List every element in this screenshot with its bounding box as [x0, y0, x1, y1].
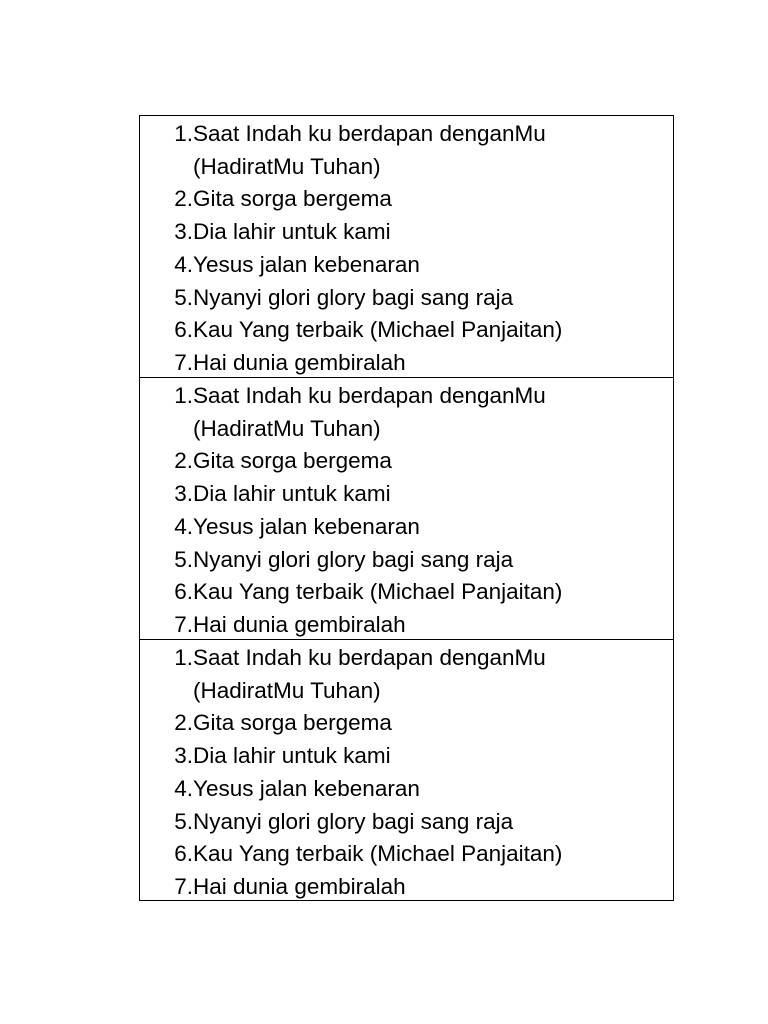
song-title: Kau Yang terbaik (Michael Panjaitan)	[193, 317, 563, 343]
list-item	[140, 642, 673, 707]
list-item	[140, 314, 673, 347]
song-title: Dia lahir untuk kami	[193, 219, 391, 245]
song-title: Hai dunia gembiralah	[193, 873, 406, 899]
item-number: 1.	[174, 121, 193, 146]
list-item	[140, 609, 673, 642]
song-list	[140, 380, 673, 642]
item-number: 4.	[174, 775, 193, 801]
list-item	[140, 249, 673, 282]
list-item	[140, 216, 673, 249]
song-title: Hai dunia gembiralah	[193, 611, 406, 637]
item-number: 2.	[174, 710, 193, 736]
table-cell-1	[140, 116, 673, 378]
list-item	[140, 740, 673, 773]
list-item	[140, 282, 673, 315]
item-number: 7.	[174, 349, 193, 375]
item-number: 3.	[174, 743, 193, 769]
list-item	[140, 838, 673, 871]
item-number: 6.	[174, 579, 193, 605]
list-item	[140, 478, 673, 511]
item-number: 1.	[174, 645, 193, 670]
item-number: 7.	[174, 611, 193, 637]
item-number: 4.	[174, 513, 193, 539]
item-number: 2.	[174, 448, 193, 474]
list-item	[140, 380, 673, 445]
item-number: 5.	[174, 546, 193, 572]
list-item	[140, 871, 673, 904]
song-title: Yesus jalan kebenaran	[193, 513, 420, 539]
item-number: 7.	[174, 873, 193, 899]
item-number: 4.	[174, 251, 193, 277]
song-title: Nyanyi glori glory bagi sang raja	[193, 546, 514, 572]
list-item	[140, 347, 673, 380]
song-title: Hai dunia gembiralah	[193, 349, 406, 375]
item-number: 5.	[174, 808, 193, 834]
item-number: 6.	[174, 317, 193, 343]
song-title: Saat Indah ku berdapan denganMu (HadiratMu Tuhan)	[193, 121, 546, 179]
song-title: Dia lahir untuk kami	[193, 743, 391, 769]
song-title: Saat Indah ku berdapan denganMu (HadiratMu Tuhan)	[193, 383, 546, 441]
item-number: 3.	[174, 481, 193, 507]
song-title: Nyanyi glori glory bagi sang raja	[193, 808, 514, 834]
list-item	[140, 544, 673, 577]
song-list-table	[139, 115, 674, 901]
song-list	[140, 118, 673, 380]
list-item	[140, 773, 673, 806]
song-title: Kau Yang terbaik (Michael Panjaitan)	[193, 579, 563, 605]
list-item	[140, 576, 673, 609]
item-number: 2.	[174, 186, 193, 212]
item-number: 5.	[174, 284, 193, 310]
list-item	[140, 118, 673, 183]
song-title: Nyanyi glori glory bagi sang raja	[193, 284, 514, 310]
song-title: Saat Indah ku berdapan denganMu (HadiratMu Tuhan)	[193, 645, 546, 703]
item-number: 3.	[174, 219, 193, 245]
song-title: Dia lahir untuk kami	[193, 481, 391, 507]
list-item	[140, 511, 673, 544]
song-title: Yesus jalan kebenaran	[193, 251, 420, 277]
song-title: Gita sorga bergema	[193, 710, 392, 736]
list-item	[140, 707, 673, 740]
item-number: 6.	[174, 841, 193, 867]
table-cell-3	[140, 640, 673, 900]
list-item	[140, 183, 673, 216]
song-title: Gita sorga bergema	[193, 186, 392, 212]
list-item	[140, 445, 673, 478]
song-title: Gita sorga bergema	[193, 448, 392, 474]
item-number: 1.	[174, 383, 193, 408]
table-cell-2	[140, 378, 673, 640]
song-list	[140, 642, 673, 904]
song-title: Kau Yang terbaik (Michael Panjaitan)	[193, 841, 563, 867]
song-title: Yesus jalan kebenaran	[193, 775, 420, 801]
list-item	[140, 806, 673, 839]
